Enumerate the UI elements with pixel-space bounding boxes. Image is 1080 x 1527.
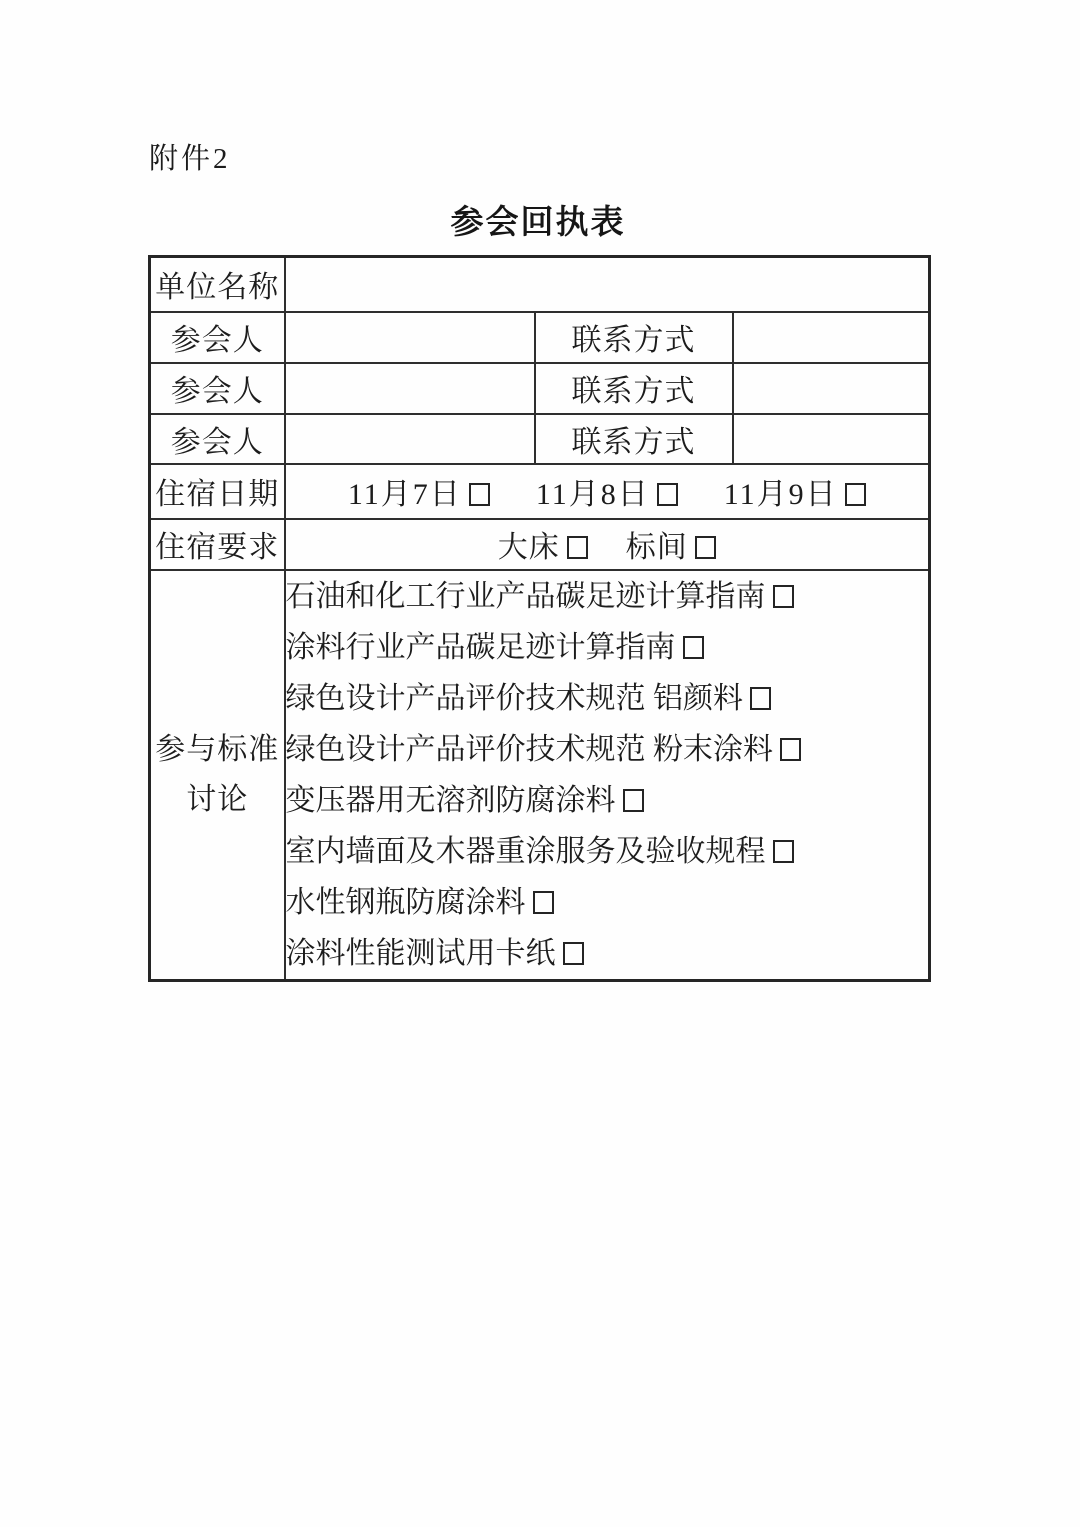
contact-field[interactable]: [733, 414, 930, 464]
checkbox-icon[interactable]: [567, 536, 588, 559]
attachment-label: 附件2: [149, 143, 231, 175]
room-option-twin: [626, 522, 716, 566]
attendee-name-field[interactable]: [285, 414, 535, 464]
date-option-label: 11月9日: [723, 478, 838, 511]
checkbox-icon[interactable]: [695, 536, 716, 559]
standard-option-label: 石油和化工行业产品碳足迹计算指南: [285, 579, 766, 613]
standard-option: [286, 775, 929, 826]
attendee-name-field[interactable]: [285, 312, 535, 363]
contact-label: 联系方式: [535, 363, 733, 414]
room-option-king: [498, 522, 588, 566]
standards-label-line2: 讨论: [186, 782, 249, 816]
standards-label-line1: 参与标准: [155, 732, 280, 766]
contact-label: 联系方式: [535, 312, 733, 363]
attendee-label: 参会人: [150, 312, 285, 363]
checkbox-icon[interactable]: [533, 891, 554, 914]
standard-option-label: 水性钢瓶防腐涂料: [285, 885, 526, 919]
table-row-attendee-1: [150, 312, 930, 363]
standard-option-label: 变压器用无溶剂防腐涂料: [285, 783, 616, 817]
room-option-label: 大床: [497, 531, 560, 564]
checkbox-icon[interactable]: [750, 687, 771, 710]
checkbox-icon[interactable]: [773, 840, 794, 863]
standard-option-label: 涂料性能测试用卡纸: [285, 936, 556, 970]
unit-name-label: 单位名称: [150, 257, 285, 312]
contact-label: 联系方式: [535, 414, 733, 464]
attendee-name-field[interactable]: [285, 363, 535, 414]
lodging-date-options: [285, 464, 930, 519]
date-option-label: 11月7日: [347, 478, 462, 511]
table-row-attendee-3: [150, 414, 930, 464]
standard-option-label: 绿色设计产品评价技术规范 铝颜料: [285, 681, 743, 715]
attendee-label: 参会人: [150, 363, 285, 414]
standard-option-label: 室内墙面及木器重涂服务及验收规程: [285, 834, 766, 868]
table-row-standards: [150, 570, 930, 981]
attendee-label: 参会人: [150, 414, 285, 464]
date-option-label: 11月8日: [535, 478, 650, 511]
checkbox-icon[interactable]: [773, 585, 794, 608]
reply-form-table: [148, 255, 931, 982]
date-option-nov8: [536, 469, 678, 513]
checkbox-icon[interactable]: [657, 483, 678, 506]
standard-option: [286, 724, 929, 775]
standard-option: [286, 928, 929, 979]
standards-options: [285, 570, 930, 981]
standards-label: [150, 570, 285, 981]
lodging-type-options: [285, 519, 930, 570]
checkbox-icon[interactable]: [623, 789, 644, 812]
lodging-date-label: 住宿日期: [150, 464, 285, 519]
standard-option: [286, 826, 929, 877]
page-title: 参会回执表: [450, 205, 626, 241]
unit-name-field[interactable]: [285, 257, 930, 312]
table-row-unit-name: [150, 257, 930, 312]
checkbox-icon[interactable]: [780, 738, 801, 761]
contact-field[interactable]: [733, 363, 930, 414]
standard-option-label: 涂料行业产品碳足迹计算指南: [285, 630, 676, 664]
lodging-type-label: 住宿要求: [150, 519, 285, 570]
table-row-attendee-2: [150, 363, 930, 414]
standard-option: [286, 571, 929, 622]
checkbox-icon[interactable]: [845, 483, 866, 506]
checkbox-icon[interactable]: [469, 483, 490, 506]
standard-option: [286, 673, 929, 724]
standard-option: [286, 877, 929, 928]
room-option-label: 标间: [625, 531, 688, 564]
checkbox-icon[interactable]: [563, 942, 584, 965]
date-option-nov7: [348, 469, 490, 513]
table-row-lodging-date: [150, 464, 930, 519]
checkbox-icon[interactable]: [683, 636, 704, 659]
table-row-lodging-type: [150, 519, 930, 570]
standard-option: [286, 622, 929, 673]
contact-field[interactable]: [733, 312, 930, 363]
date-option-nov9: [724, 469, 866, 513]
standard-option-label: 绿色设计产品评价技术规范 粉末涂料: [285, 732, 773, 766]
